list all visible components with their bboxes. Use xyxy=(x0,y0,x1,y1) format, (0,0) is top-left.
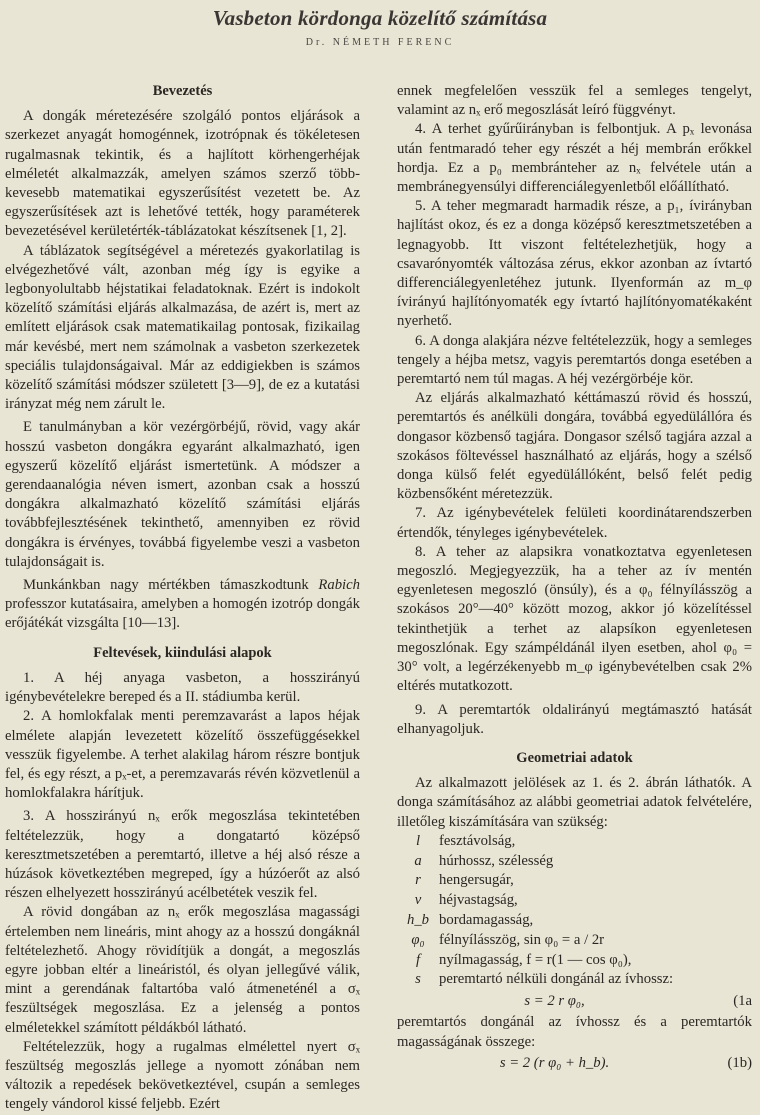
symbol-desc: peremtartó nélküli dongánál az ívhossz: xyxy=(439,971,674,988)
assumption-2: 2. A homlokfalak menti peremzavarást a lapos héjak elmélete alapján levezetett közelítő összefüggésekkel vesszük figyelembe. A terhet alakilag három részre bontjuk fel, és egy részt, a pₓ-et, a peremzavarás révén közvetlenül a homlokfalakra hárítjuk. xyxy=(5,708,360,802)
symbol-item xyxy=(397,931,752,951)
p4-post: professzor kutatásaira, amelyben a homogén izotróp dongák erőjátékát vizsgálta [10—13]. xyxy=(5,596,360,632)
symbol-desc: bordamagasság, xyxy=(439,911,534,928)
left-column xyxy=(5,82,360,1115)
equation-1a-expression: s = 2 r φ₀, xyxy=(524,993,585,1010)
symbol: f xyxy=(415,951,421,968)
symbol-desc: húrhossz, szélesség xyxy=(439,852,554,869)
symbol: s xyxy=(415,971,421,988)
symbol: r xyxy=(415,872,421,889)
symbol: v xyxy=(414,892,422,909)
symbol-item xyxy=(397,891,752,911)
symbol: φ₀ xyxy=(411,931,425,948)
assumption-3-continued: A rövid dongában az nₓ erők megoszlása magassági értelemben nem lineáris, mint ahogy az a hosszú dongáknál feltételezhető. Ahogy rövidítjük a dongát, a megoszlás egyre jobban eltér a lineáristól, és olyan jellegűvé válik, mint a gerendának faltartóba való átmeneténél a σₓ feszültségek megoszlása. Ez a jelenség a pontos elméletekkel számított példákból látható. xyxy=(5,904,360,1036)
symbol: h_b xyxy=(406,911,430,928)
symbol-desc: félnyílásszög, sin φ₀ = a / 2r xyxy=(439,931,605,948)
article-title: Vasbeton kördonga közelítő számítása xyxy=(212,6,548,30)
column-continuation: ennek megfelelően vesszük fel a semleges tengelyt, valamint az nₓ erő megoszlását leíró függvényt. xyxy=(397,83,752,119)
symbol-desc: héjvastagság, xyxy=(439,892,518,909)
symbol-item xyxy=(397,911,752,931)
assumption-3-stress: Feltételezzük, hogy a rugalmas elmélettel nyert σₓ feszültség megoszlás jellege a nyomott zónában nem változik a repedések bekövetkeztével, csupán a semleges tengely vándorol kissé feljebb. Ezért xyxy=(5,1038,360,1113)
equation-1a-number: (1a xyxy=(733,993,752,1010)
article-author: Dr. NÉMETH FERENC xyxy=(305,37,455,48)
intro-paragraph-2: A táblázatok segítségével a méretezés gyakorlatilag is elvégezhetővé vált, azonban még így is egyike a legbonyolultabb héjstatikai feladatoknak. Ezért is indokolt közelítő számítási eljárás alkalmazása, de azért is, mert az említett eljárások csak matematikailag pontosak, fizikailag már kevésbé, mert nem számolnak a vasbeton szerkezetek speciális tulajdonságaival. Már az eddigiekben is számos közelítő számítási módszer született [3—9], de ez a kutatási irányzat még nem zárult le. xyxy=(5,242,360,413)
assumption-6: 6. A donga alakjára nézve feltételezzük, hogy a semleges tengely a héjba metsz, vagyis peremtartós donga esetében a peremtartó nem túl magas. A héj vezérgörbéje kör. xyxy=(397,332,752,388)
assumption-3: 3. A hosszirányú nₓ erők megoszlása tekintetében feltételezzük, hogy a dongatartó középső keresztmetszetében a peremtartó, illetve a héj alsó része a húzások következtében megreped, így a húzóerőt az alsó részen elhelyezett hosszirányú acélbetétek veszik fel. xyxy=(5,808,360,902)
heading-geometry: Geometriai adatok xyxy=(516,749,633,766)
heading-introduction: Bevezetés xyxy=(152,83,213,99)
symbol-desc: nyílmagasság, f = r(1 — cos φ₀), xyxy=(439,951,632,968)
symbol: a xyxy=(414,852,422,869)
assumption-1: 1. A héj anyaga vasbeton, a hosszirányú igénybevételekre bereped és a II. stádiumba kerül. xyxy=(5,669,360,706)
heading-assumptions: Feltevések, kiindulási alapok xyxy=(93,644,272,661)
symbol-item xyxy=(397,970,752,990)
intro-paragraph-3: E tanulmányban a kör vezérgörbéjű, rövid, vagy akár hosszú vasbeton dongákra egyaránt alkalmazható, igen egyszerű közelítő eljárást ismertetünk. A módszer a gerendaanalógia néven ismert, azonban csak a hosszú dongákra alkalmazható közelítő számítási eljárás továbbfejlesztésének tekinthető, amennyiben ez rövid dongákra is érvényes, továbbá figyelembe veszi a vasbeton tulajdonságait is. xyxy=(5,419,360,570)
symbol-item xyxy=(397,871,752,891)
p4-pre: Munkánkban nagy mértékben támaszkodtunk xyxy=(23,577,309,594)
symbol-desc: fesztávolság, xyxy=(439,832,516,849)
right-column xyxy=(397,82,752,1075)
equation-1b-number: (1b) xyxy=(727,1054,752,1071)
equation-1a xyxy=(397,992,752,1011)
assumption-6-continued: Az eljárás alkalmazható kéttámaszú rövid és hosszú, peremtartós és anélküli dongára, továbbá egyedülállóra és dongasor közbenső tagjára. Dongasor szélső tagjára azzal a szokásos föltevéssel használható az eljárás, hogy a szélső donga külső felét egyedülállóként, belső felét pedig közbensőként méretezzük. xyxy=(397,390,752,503)
symbol-item xyxy=(397,832,752,852)
intro-paragraph-1: A dongák méretezésére szolgáló pontos eljárások a szerkezet anyagát homogénnek, izotrópnak és tökéletesen rugalmasnak tekintik, és a hajlított körhengerhéjak elméletét alkalmazzák, amelyen számos szerző több-kevesebb matematikai egyszerűsítést vezetett be. Az egyszerűsítések azt is lehetővé tették, hogy paraméterek bevezetésével kerületérték-táblázatokat készítsenek [1, 2]. xyxy=(5,108,360,240)
equation-1b-expression: s = 2 (r φ₀ + h_b). xyxy=(499,1054,610,1071)
equation-1b xyxy=(397,1054,752,1073)
geometry-intro: Az alkalmazott jelölések az 1. és 2. ábrán láthatók. A donga számításához az alábbi geometriai adatok felvételére, illetőleg kiszámítására van szükség: xyxy=(397,775,752,830)
p4-name: Rabich xyxy=(318,577,360,594)
assumption-8: 8. A teher az alapsikra vonatkoztatva egyenletesen megoszló. Megjegyezzük, ha a teher az ív mentén egyenletesen megoszló (önsúly), és a φ₀ félnyílásszög a szokásos 20°—40° között mozog, akkor jó közelítéssel tekinthetjük a terhet az alapsíkon egyenletesen megoszlónak. Egy számpéldánál ilyen esetben, ahol φ₀ = 30° volt, a legérzékenyebb m_φ igénybevételben csak 2% eltérés mutatkozott. xyxy=(397,543,752,695)
assumption-5: 5. A teher megmaradt harmadik része, a p₁, ívirányban hajlítást okoz, és ez a donga középső keresztmetszetében a legnagyobb. Itt viszont feltételezhetjük, hogy a csavarónyomték változása zérus, ekkor azonban az ívtartó differenciálegyenletéhez jutunk. Ilyenformán az m_φ ívirányú hajlítónyomaték egy ívtartó hajlítónyomatékaként nyerhető. xyxy=(397,198,752,330)
assumption-7: 7. Az igénybevételek felületi koordinátarendszerben értendők, tényleges igénybevételek. xyxy=(397,505,752,541)
symbol: l xyxy=(415,832,421,849)
symbol-desc: hengersugár, xyxy=(439,872,514,889)
symbol-list xyxy=(397,832,752,990)
symbol-item xyxy=(397,951,752,971)
geometry-edge-text: peremtartós dongánál az ívhossz és a peremtartók magasságának összege: xyxy=(397,1014,752,1050)
assumption-4: 4. A terhet gyűrűirányban is felbontjuk. A pₓ levonása után fentmaradó teher egy részét a héj membrán erőkkel hordja. Ez a p₀ membránteher az nₓ felvétele után a membránegyensúlyi differenciálegyenletből előállítható. xyxy=(397,121,752,196)
intro-paragraph-4 xyxy=(5,576,360,634)
assumption-9: 9. A peremtartók oldalirányú megtámasztó hatását elhanyagoljuk. xyxy=(397,701,752,737)
symbol-item xyxy=(397,852,752,872)
